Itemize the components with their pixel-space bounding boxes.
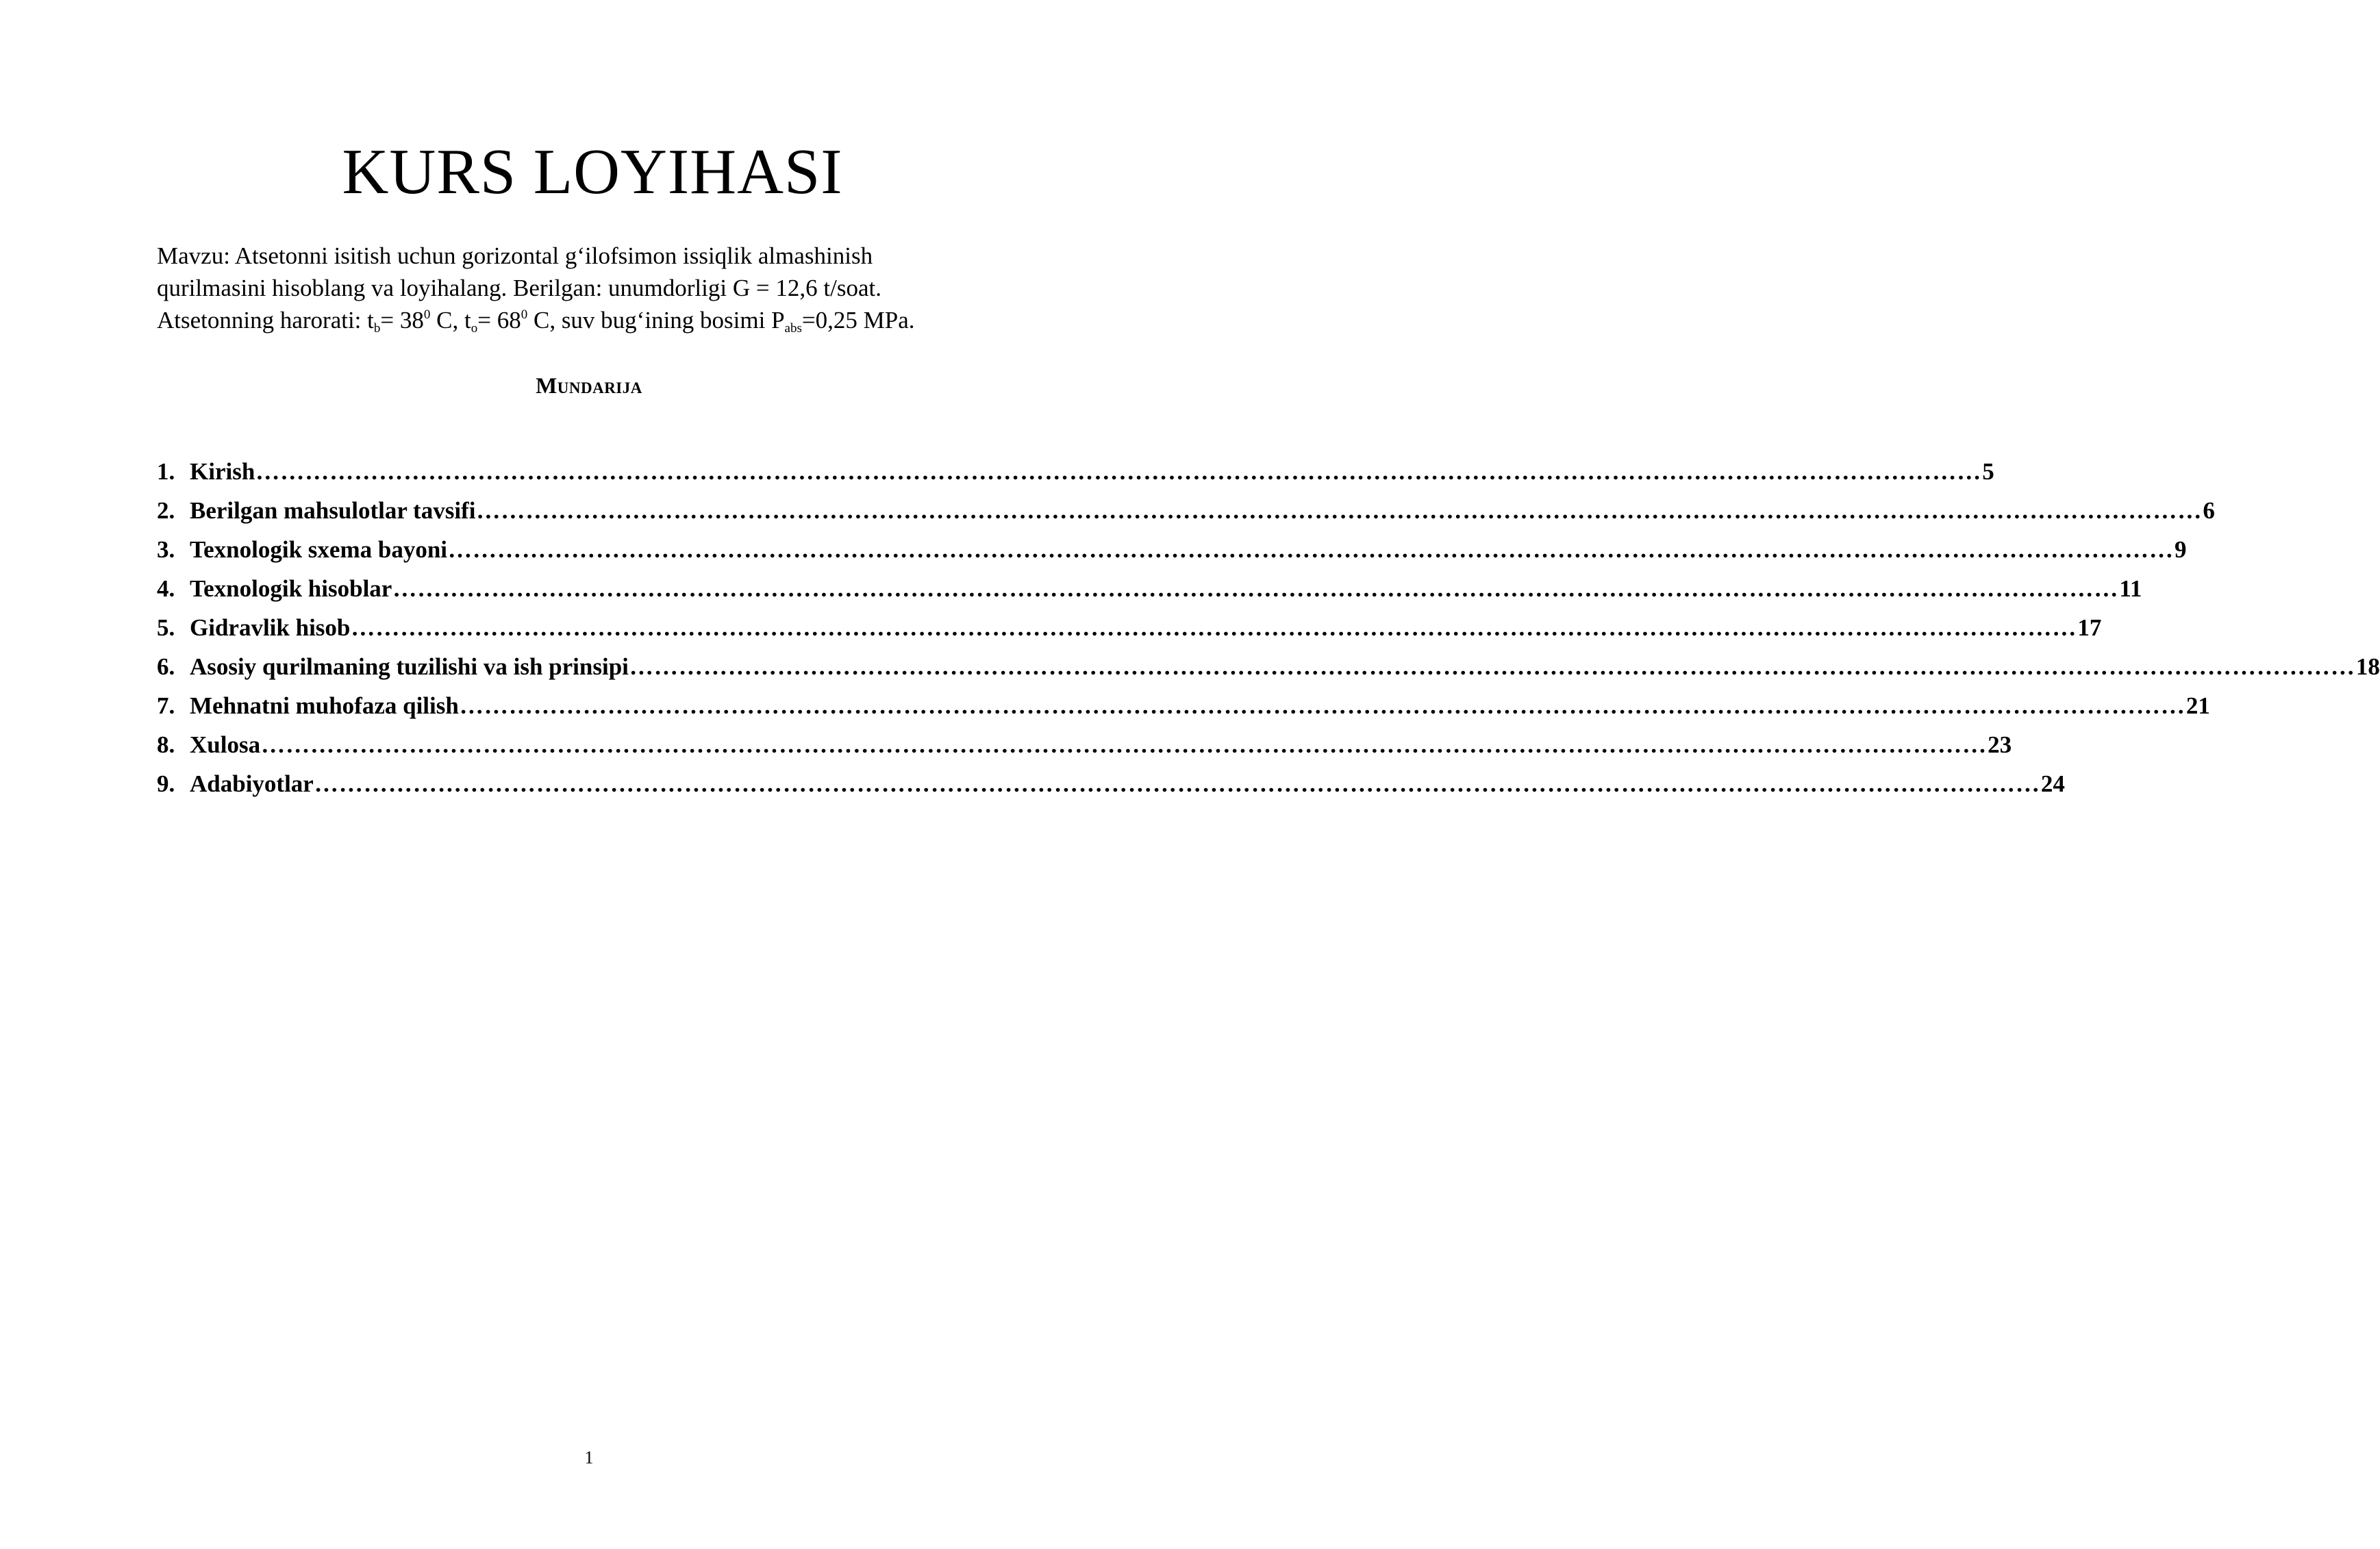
- toc-entry[interactable]: [157, 770, 2065, 809]
- toc-entry-label: Berilgan mahsulotlar tavsifi: [190, 497, 476, 524]
- toc-entry-label: Texnologik sxema bayoni: [190, 536, 448, 563]
- topic-line-3: [157, 304, 1068, 336]
- toc-dot-leader: …………………………………………………………………………………………………………………………………………………………………………………………: [255, 458, 1982, 485]
- toc-entry-page: 9: [2175, 536, 2187, 563]
- superscript-degree: 0: [521, 307, 528, 322]
- toc-entry-page: 18: [2355, 653, 2380, 680]
- table-of-contents: [157, 458, 2380, 809]
- toc-entry-number: 1.: [157, 458, 175, 485]
- toc-dot-leader: …………………………………………………………………………………………………………………………………………………………………………………………: [448, 536, 2175, 563]
- toc-entry-label: Mehnatni muhofaza qilish: [190, 692, 459, 719]
- subscript-o: o: [471, 321, 478, 336]
- toc-dot-leader: …………………………………………………………………………………………………………………………………………………………………………………………: [476, 497, 2203, 524]
- toc-entry-label: Xulosa: [190, 731, 261, 758]
- toc-entry-number: 4.: [157, 575, 175, 602]
- toc-entry-number: 7.: [157, 692, 175, 719]
- toc-entry-label: Asosiy qurilmaning tuzilishi va ish prinsipi: [190, 653, 629, 680]
- toc-entry[interactable]: [157, 653, 2380, 692]
- topic-text: = 68: [477, 307, 521, 333]
- topic-line-1: Mavzu: Atsetonni isitish uchun gorizontal g‘ilofsimon issiqlik almashinish: [157, 242, 873, 269]
- toc-entry-page: 17: [2077, 614, 2102, 641]
- toc-entry-label: Gidravlik hisob: [190, 614, 351, 641]
- toc-heading: Mundarija: [536, 374, 642, 399]
- toc-entry[interactable]: [157, 497, 2215, 536]
- toc-entry-page: 11: [2119, 575, 2142, 602]
- toc-entry-page: 6: [2203, 497, 2215, 524]
- toc-dot-leader: …………………………………………………………………………………………………………………………………………………………………………………………: [314, 770, 2040, 797]
- toc-entry-number: 2.: [157, 497, 175, 524]
- topic-text: C, suv bug‘ining bosimi P: [527, 307, 785, 333]
- document-title: KURS LOYIHASI: [342, 136, 843, 207]
- toc-entry[interactable]: [157, 692, 2210, 731]
- subscript-abs: abs: [784, 321, 802, 336]
- toc-entry-number: 8.: [157, 731, 175, 758]
- toc-entry-number: 5.: [157, 614, 175, 641]
- toc-dot-leader: …………………………………………………………………………………………………………………………………………………………………………………………: [629, 653, 2355, 680]
- toc-entry[interactable]: [157, 575, 2142, 614]
- toc-entry[interactable]: [157, 536, 2187, 575]
- toc-entry[interactable]: [157, 614, 2102, 653]
- toc-entry-label: Texnologik hisoblar: [190, 575, 392, 602]
- toc-entry-page: 21: [2185, 692, 2210, 719]
- topic-text: = 38: [380, 307, 424, 333]
- superscript-degree: 0: [423, 307, 431, 322]
- toc-entry-page: 23: [1988, 731, 2012, 758]
- toc-entry-label: Adabiyotlar: [190, 770, 314, 797]
- topic-text: =0,25 MPa.: [801, 307, 915, 333]
- toc-entry-number: 6.: [157, 653, 175, 680]
- toc-dot-leader: …………………………………………………………………………………………………………………………………………………………………………………………: [351, 614, 2077, 641]
- topic-line-2: qurilmasini hisoblang va loyihalang. Berilgan: unumdorligi G = 12,6 t/soat.: [157, 275, 881, 301]
- topic-paragraph: [157, 240, 1068, 336]
- toc-entry-number: 3.: [157, 536, 175, 563]
- subscript-b: b: [373, 321, 381, 336]
- toc-dot-leader: …………………………………………………………………………………………………………………………………………………………………………………………: [261, 731, 1988, 758]
- toc-entry-label: Kirish: [190, 458, 255, 485]
- toc-entry[interactable]: [157, 458, 1994, 497]
- toc-dot-leader: …………………………………………………………………………………………………………………………………………………………………………………………: [392, 575, 2119, 602]
- toc-entry-number: 9.: [157, 770, 175, 797]
- topic-text: C, t: [430, 307, 471, 333]
- toc-entry-page: 5: [1982, 458, 1994, 485]
- toc-entry-page: 24: [2040, 770, 2065, 797]
- topic-text: Atsetonning harorati: t: [157, 307, 374, 333]
- toc-dot-leader: …………………………………………………………………………………………………………………………………………………………………………………………: [459, 692, 2185, 719]
- toc-entry[interactable]: [157, 731, 2012, 770]
- page-number: 1: [584, 1448, 594, 1468]
